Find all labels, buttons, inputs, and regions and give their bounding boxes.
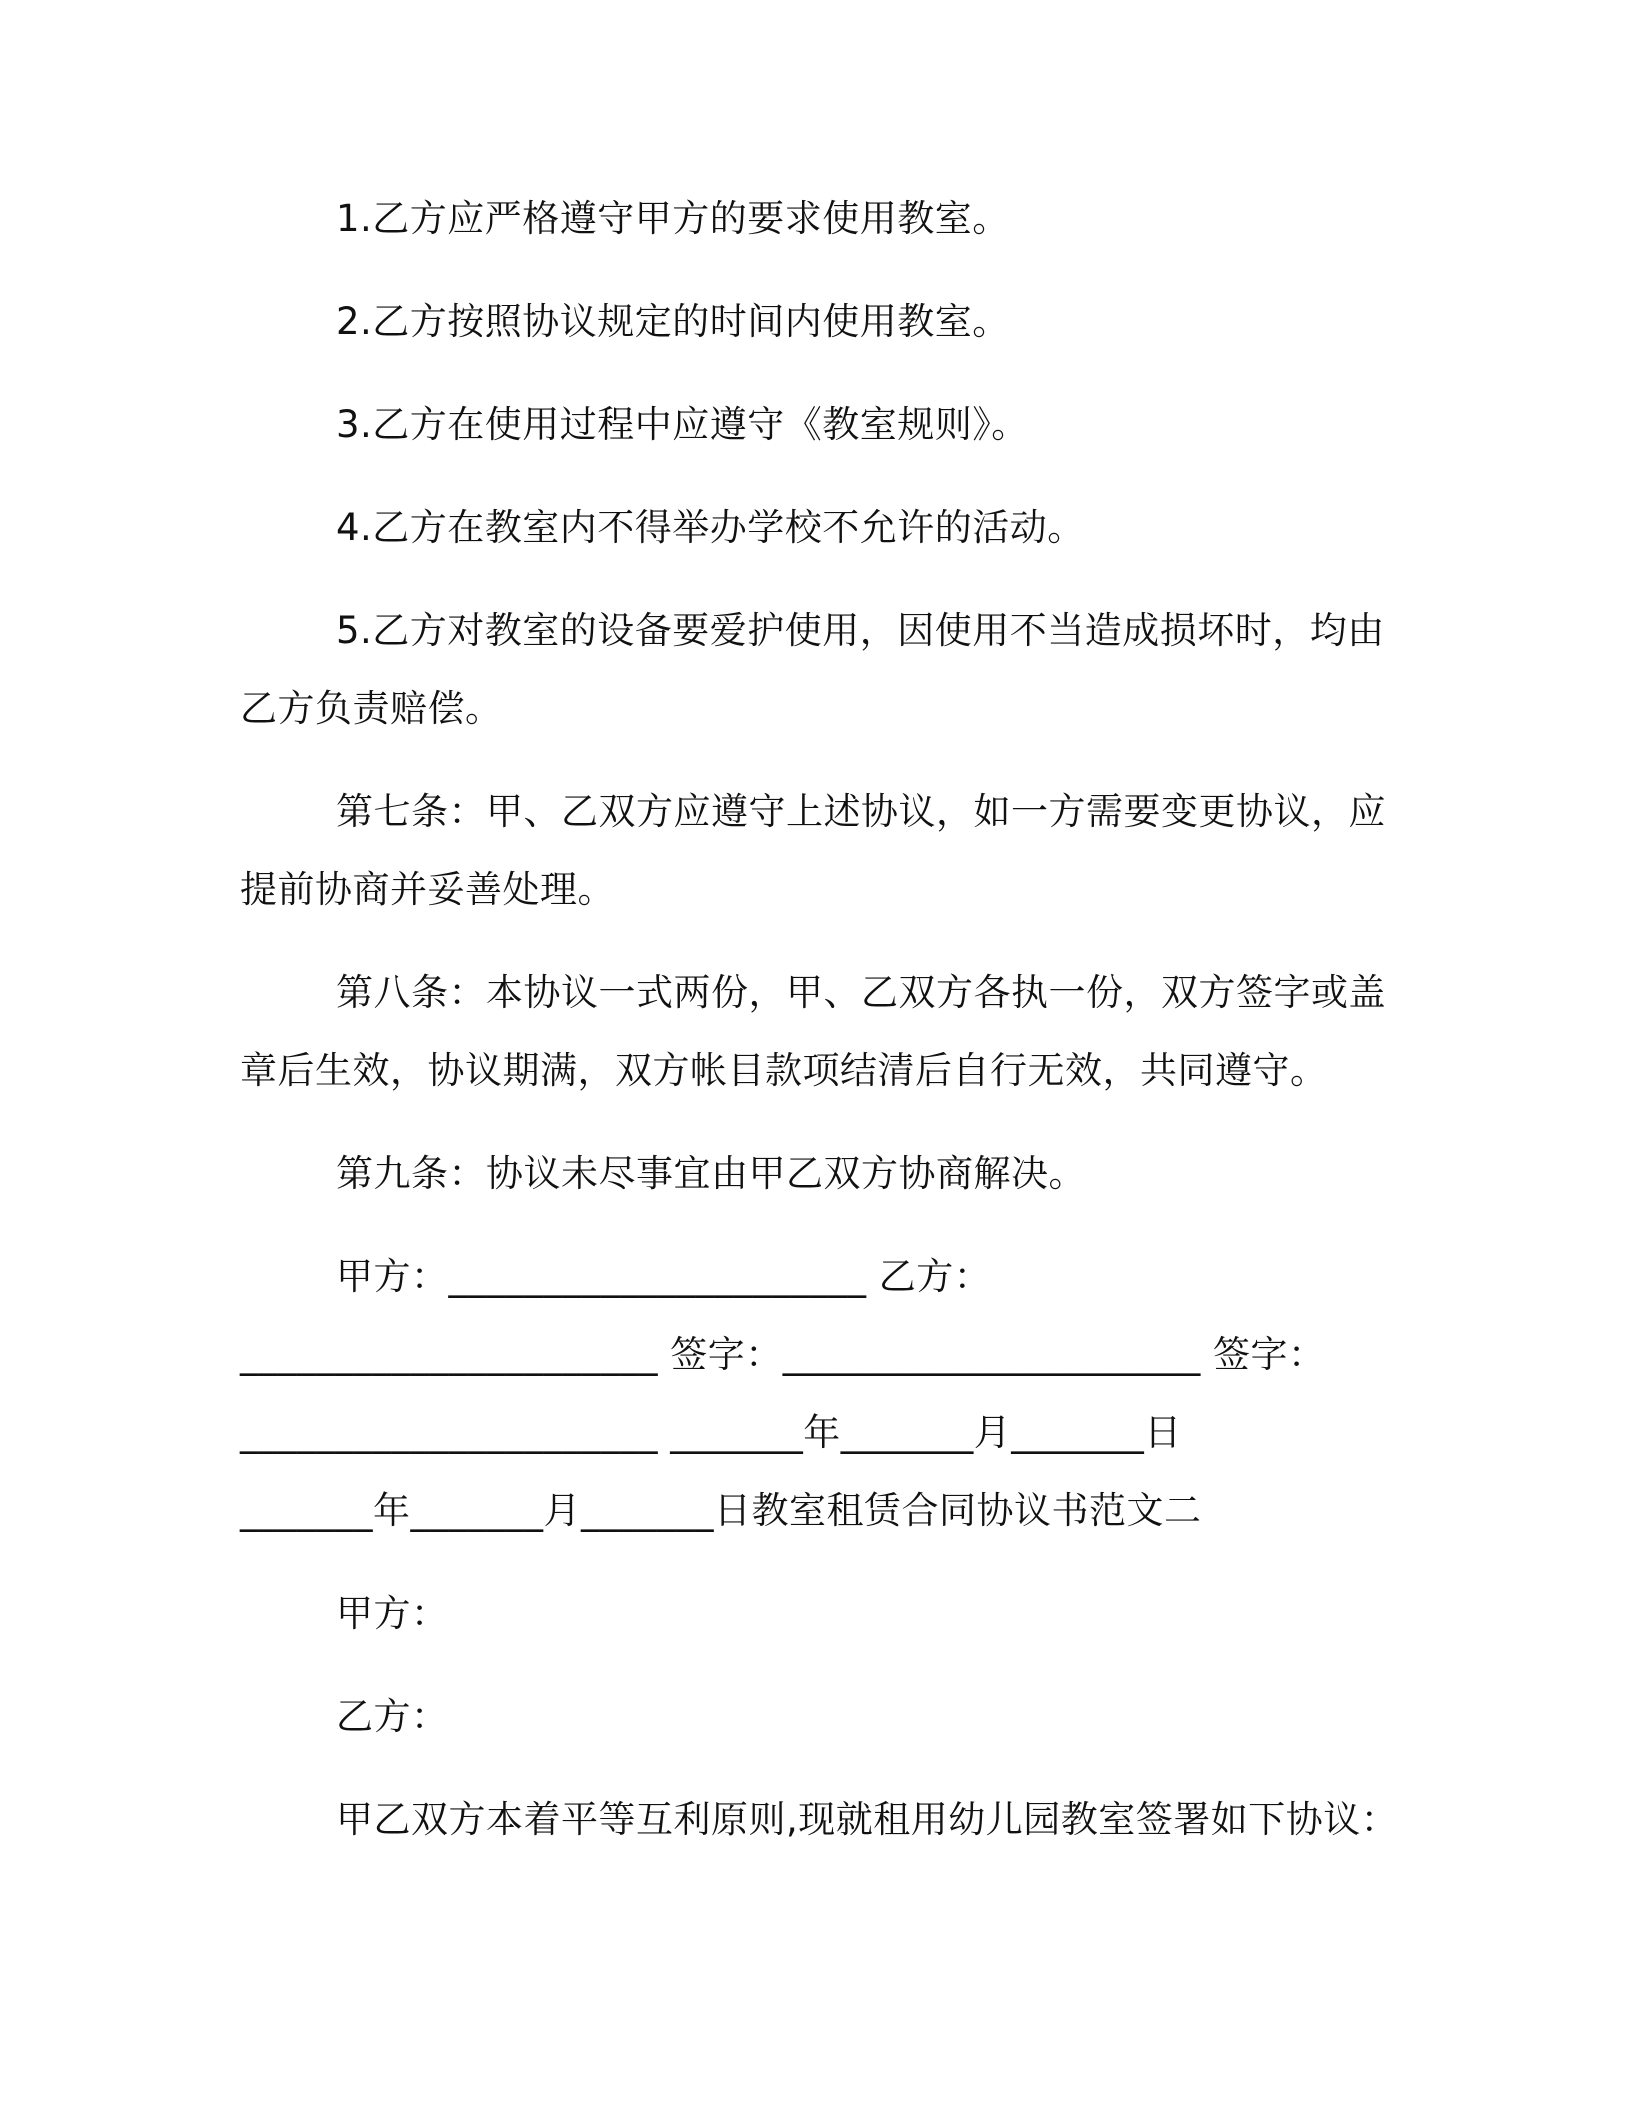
article-9: 第九条：协议未尽事宜由甲乙双方协商解决。 <box>336 1152 1086 1195</box>
clause-item-2: 2.乙方按照协议规定的时间内使用教室。 <box>336 300 1010 343</box>
signature-date-line: ______________________ _______年_______月_______日 <box>240 1411 1182 1454</box>
signature-line-2: ______________________ 签字：______________________ 签字： <box>240 1333 1326 1376</box>
party-b-label: 乙方： <box>336 1695 449 1738</box>
article-8-line-2: 章后生效，协议期满，双方帐目款项结清后自行无效，共同遵守。 <box>240 1049 1328 1092</box>
clause-item-1: 1.乙方应严格遵守甲方的要求使用教室。 <box>336 197 1010 240</box>
clause-item-5-line-1: 5.乙方对教室的设备要爱护使用，因使用不当造成损坏时，均由 <box>336 609 1385 652</box>
article-7-line-1: 第七条：甲、乙双方应遵守上述协议，如一方需要变更协议，应 <box>336 790 1386 833</box>
article-8-line-1: 第八条：本协议一式两份，甲、乙双方各执一份，双方签字或盖 <box>336 971 1386 1014</box>
clause-item-4: 4.乙方在教室内不得举办学校不允许的活动。 <box>336 506 1085 549</box>
article-7-line-2: 提前协商并妥善处理。 <box>240 868 615 911</box>
clause-item-3: 3.乙方在使用过程中应遵守《教室规则》。 <box>336 403 1029 446</box>
date-and-sample-title: _______年_______月_______日教室租赁合同协议书范文二 <box>240 1489 1202 1532</box>
agreement-intro: 甲乙双方本着平等互利原则,现就租用幼儿园教室签署如下协议： <box>336 1798 1399 1841</box>
party-a-label: 甲方： <box>336 1592 449 1635</box>
clause-item-5-line-2: 乙方负责赔偿。 <box>240 687 503 730</box>
signature-line-1: 甲方：______________________ 乙方： <box>336 1255 992 1298</box>
